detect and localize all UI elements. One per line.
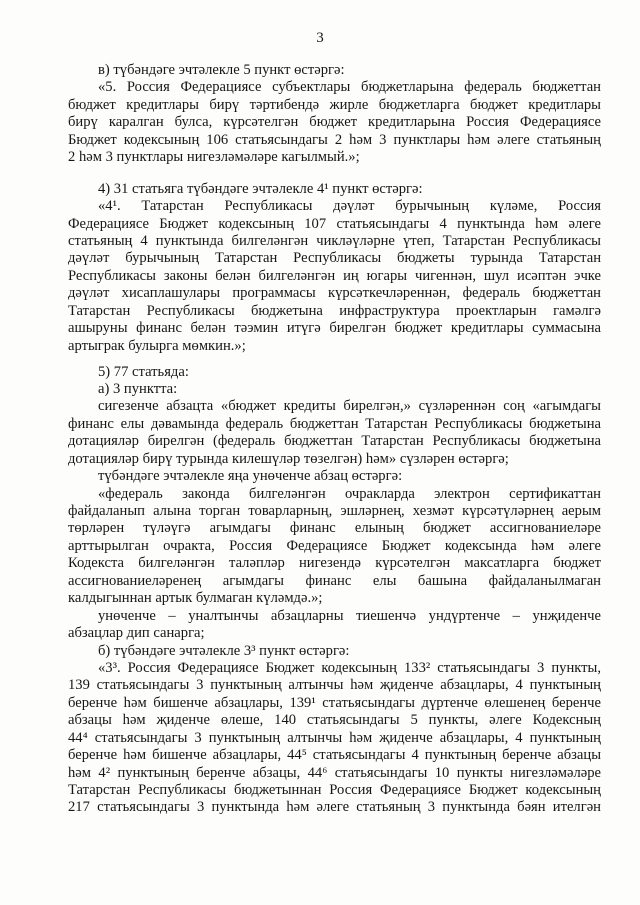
text-line: 4) 31 статьяга түбәндәге эчтәлекле 4¹ пункт өстәргә: [98, 180, 423, 197]
text-line: 139 статьясындагы 3 пунктының алтынчы һәм җиденче абзацлары, 4 пунктының [68, 677, 601, 694]
paragraph-quote-3-3 [68, 660, 601, 817]
text-line: Республикасы законы белән билгеләнгән иң югары чигеннән, шул исәптән эчке [68, 267, 601, 284]
paragraph-new-abzac [68, 468, 601, 485]
text-line: төрләрен түләүгә агымдагы финанс елының бюджет ассигнованиеләре [68, 520, 601, 537]
text-line: «4¹. Татарстан Республикасы дәүләт бурычының күләме, Россия [98, 198, 601, 215]
text-line: унөченче – уналтынчы абзацларны тиешенчә ундүртенче – унҗиденче [98, 607, 601, 624]
text-line: Татарстан Республикасы бюджетына инфраструктура проектларын гамәлгә [68, 302, 601, 319]
text-line: беренче һәм бишенче абзацлары, 139¹ статьясындагы дүртенче өлешенең беренче [68, 694, 601, 711]
text-line: файдаланып алына торган товарларның, эшләрнең, хезмәт күрсәтүләрнең аерым [68, 503, 601, 519]
text-line: артыграк булырга мөмкин.»; [68, 337, 246, 354]
text-line: Татарстан Республикасы бюджетыннан Россия Федерациясе Бюджет кодексының [68, 782, 601, 798]
text-line: беренче һәм бишенче абзацлары, 44⁵ статьясындагы 4 пунктының беренче абзацы [68, 747, 601, 764]
text-line: дәүләт бурычының Татарстан Республикасы бюджеты турында Татарстан [68, 250, 601, 267]
text-line: финанс елы дәвамында федераль бюджеттан Татарстан Республикасы бюджетына [68, 415, 601, 432]
text-line: бюджет кредитлары бирү тәртибендә жирле бюджетларга бюджет кредитлары [68, 96, 601, 113]
text-line: в) түбәндәге эчтәлекле 5 пункт өстәргә: [98, 62, 345, 78]
text-line: түбәндәге эчтәлекле яңа унөченче абзац өстәргә: [98, 468, 403, 485]
paragraph-quote-5 [68, 79, 601, 166]
text-line: бирү каралган булса, күрсәтелгән бюджет кредитларына Россия Федерациясе [68, 114, 601, 131]
paragraph-eighth-abzac [68, 398, 601, 468]
paragraph-quote-4-1 [68, 198, 601, 355]
text-line: Кодекста билгеләнгән таләпләр нигезендә күрсәтелгән максатларга бюджет [68, 555, 601, 572]
text-line: ашыруны финанс белән тәэмин итүгә бирелгән бюджет кредитлары суммасына [68, 320, 601, 337]
text-line: һәм 4² пунктының беренче абзацы, 44⁶ статьясындагы 10 пункты нигезләмәләре [68, 764, 601, 781]
text-line: арттырылган очракта, Россия Федерациясе Бюджет кодексында һәм әлеге [68, 537, 601, 554]
text-line: Федерациясе Бюджет кодексының 107 статьясындагы 4 пунктында һәм әлеге [68, 215, 601, 232]
text-line: сигезенче абзацта «бюджет кредиты бирелгән,» сүзләреннән соң «агымдагы [98, 398, 601, 415]
text-line: калдыгыннан артык булмаган күләмдә.»; [68, 590, 323, 607]
text-line: дотацияләр бирү турында килешүләр төзелгән) һәм» сүзләрен өстәргә; [68, 450, 509, 467]
text-line: дотацияләр бирелгән (федераль бюджеттан Татарстан Республикасы бюджетына [68, 433, 601, 450]
paragraph-item-v [68, 62, 601, 79]
paragraph-quote-federal [68, 486, 601, 608]
text-line: 5) 77 статьяда: [98, 363, 189, 380]
text-line: 2 һәм 3 пунктлары нигезләмәләре кагылмый.»; [68, 149, 360, 166]
text-line: Бюджет кодексының 106 статьясындагы 2 һәм 3 пунктлары һәм әлеге статьяның [68, 131, 601, 148]
document-body [68, 62, 601, 817]
paragraph-subitem-a [68, 381, 601, 398]
text-line: б) түбәндәге эчтәлекле 3³ пункт өстәргә: [98, 642, 350, 659]
text-line: «федераль законда билгеләнгән очракларда электрон сертификаттан [98, 485, 601, 502]
text-line: дәүләт хисаплашулары программасы күрсәткечләреннән, федераль бюджеттан [68, 285, 601, 302]
text-line: «5. Россия Федерациясе субъектлары бюджетларына федераль бюджеттан [98, 79, 601, 96]
paragraph-item-4 [68, 181, 601, 198]
text-line: 217 статьясындагы 3 пунктында һәм әлеге статьяның 3 пунктында бәян ителгән [68, 799, 601, 816]
paragraph-renumber [68, 608, 601, 643]
text-line: абзацы һәм җиденче өлеше, 140 статьясындагы 5 пункты, әлеге Кодексның [68, 712, 601, 729]
text-line: статьяның 4 пунктында билгеләнгән чикләүләрне үтеп, Татарстан Республикасы [68, 232, 601, 249]
text-line: «3³. Россия Федерациясе Бюджет кодексының 133² статьясындагы 3 пункты, [98, 659, 601, 676]
text-line: абзацлар дип санарга; [68, 625, 205, 642]
text-line: 44⁴ статьясындагы 3 пунктының алтынчы һәм җиденче абзацлары, 4 пунктының [68, 729, 601, 746]
paragraph-item-5 [68, 364, 601, 381]
page-number: 3 [316, 30, 324, 46]
text-line: а) 3 пунктта: [98, 380, 178, 397]
paragraph-subitem-b [68, 643, 601, 660]
text-line: ассигнованиеләренең агымдагы финанс елы башына файдаланылмаган [68, 572, 601, 589]
